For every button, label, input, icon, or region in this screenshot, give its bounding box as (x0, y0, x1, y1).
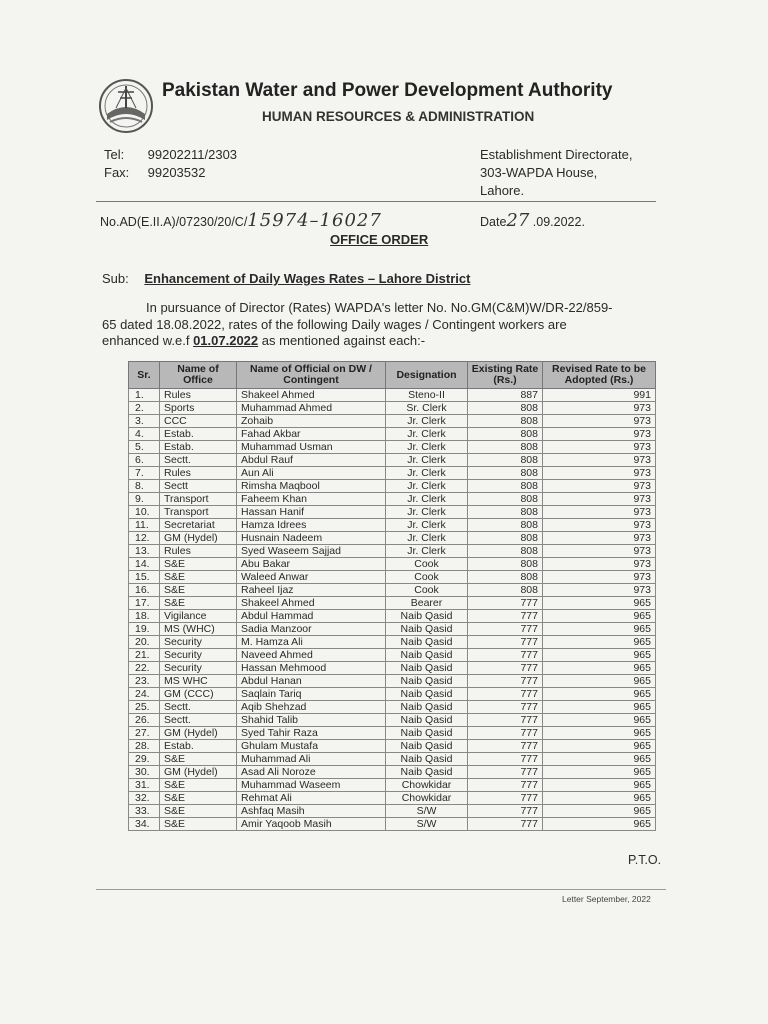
cell-official: Ghulam Mustafa (237, 740, 386, 753)
cell-sr: 11. (129, 519, 160, 532)
cell-office: Sports (160, 402, 237, 415)
header-official: Name of Official on DW / Contingent (237, 362, 386, 389)
cell-designation: Naib Qasid (386, 727, 468, 740)
cell-sr: 6. (129, 454, 160, 467)
table-row (129, 402, 656, 415)
cell-official: Amir Yaqoob Masih (237, 818, 386, 831)
cell-revised-rate: 965 (543, 623, 656, 636)
cell-designation: Naib Qasid (386, 753, 468, 766)
cell-official: Faheem Khan (237, 493, 386, 506)
cell-revised-rate: 991 (543, 389, 656, 402)
subject-line (102, 271, 470, 286)
cell-designation: Jr. Clerk (386, 454, 468, 467)
cell-existing-rate: 887 (468, 389, 543, 402)
cell-sr: 5. (129, 441, 160, 454)
cell-designation: Jr. Clerk (386, 428, 468, 441)
office-order-title: OFFICE ORDER (330, 232, 429, 247)
cell-designation: Jr. Clerk (386, 415, 468, 428)
cell-sr: 22. (129, 662, 160, 675)
table-row (129, 818, 656, 831)
table-row (129, 493, 656, 506)
cell-revised-rate: 965 (543, 662, 656, 675)
cell-existing-rate: 777 (468, 688, 543, 701)
cell-designation: Jr. Clerk (386, 532, 468, 545)
cell-designation: Jr. Clerk (386, 441, 468, 454)
cell-office: Estab. (160, 428, 237, 441)
reference-prefix: No.AD(E.II.A)/07230/20/C/ (100, 215, 248, 229)
table-row (129, 558, 656, 571)
cell-sr: 16. (129, 584, 160, 597)
cell-official: Rehmat Ali (237, 792, 386, 805)
cell-designation: Naib Qasid (386, 623, 468, 636)
table-row (129, 428, 656, 441)
cell-revised-rate: 965 (543, 792, 656, 805)
cell-office: GM (CCC) (160, 688, 237, 701)
cell-revised-rate: 973 (543, 415, 656, 428)
cell-designation: Cook (386, 558, 468, 571)
paragraph-text: as mentioned against each:- (258, 333, 426, 348)
pto-note: P.T.O. (628, 853, 662, 867)
cell-sr: 31. (129, 779, 160, 792)
cell-official: Sadia Manzoor (237, 623, 386, 636)
cell-existing-rate: 808 (468, 532, 543, 545)
cell-official: Fahad Akbar (237, 428, 386, 441)
cell-revised-rate: 965 (543, 766, 656, 779)
cell-sr: 23. (129, 675, 160, 688)
cell-sr: 2. (129, 402, 160, 415)
cell-existing-rate: 808 (468, 506, 543, 519)
cell-existing-rate: 777 (468, 597, 543, 610)
cell-sr: 13. (129, 545, 160, 558)
table-row (129, 675, 656, 688)
cell-revised-rate: 965 (543, 701, 656, 714)
address-line: Lahore. (480, 183, 525, 198)
contact-block (104, 146, 237, 182)
address-line: Establishment Directorate, (480, 147, 633, 162)
address-block (480, 146, 632, 200)
cell-office: MS WHC (160, 675, 237, 688)
cell-existing-rate: 808 (468, 454, 543, 467)
date-label: Date (480, 215, 507, 229)
cell-existing-rate: 808 (468, 428, 543, 441)
cell-revised-rate: 973 (543, 402, 656, 415)
cell-office: Sectt (160, 480, 237, 493)
table-row (129, 740, 656, 753)
cell-sr: 12. (129, 532, 160, 545)
cell-sr: 7. (129, 467, 160, 480)
cell-revised-rate: 973 (543, 506, 656, 519)
cell-sr: 27. (129, 727, 160, 740)
cell-office: Security (160, 662, 237, 675)
cell-official: Abdul Hammad (237, 610, 386, 623)
cell-official: Raheel Ijaz (237, 584, 386, 597)
cell-office: S&E (160, 792, 237, 805)
cell-office: S&E (160, 558, 237, 571)
cell-existing-rate: 808 (468, 584, 543, 597)
cell-official: Abdul Hanan (237, 675, 386, 688)
cell-existing-rate: 808 (468, 558, 543, 571)
cell-revised-rate: 965 (543, 649, 656, 662)
cell-designation: Steno-II (386, 389, 468, 402)
table-row (129, 480, 656, 493)
cell-official: Aun Ali (237, 467, 386, 480)
cell-designation: Naib Qasid (386, 701, 468, 714)
cell-official: Husnain Nadeem (237, 532, 386, 545)
table-row (129, 623, 656, 636)
header-office: Name of Office (160, 362, 237, 389)
cell-designation: Naib Qasid (386, 714, 468, 727)
cell-revised-rate: 965 (543, 779, 656, 792)
fax-label: Fax: (104, 165, 130, 180)
cell-sr: 28. (129, 740, 160, 753)
cell-revised-rate: 973 (543, 454, 656, 467)
cell-office: S&E (160, 805, 237, 818)
cell-existing-rate: 777 (468, 714, 543, 727)
cell-revised-rate: 965 (543, 688, 656, 701)
cell-existing-rate: 808 (468, 493, 543, 506)
table-row (129, 532, 656, 545)
cell-designation: Jr. Clerk (386, 480, 468, 493)
cell-sr: 32. (129, 792, 160, 805)
cell-sr: 4. (129, 428, 160, 441)
paragraph-line: In pursuance of Director (Rates) WAPDA's letter No. No.GM(C&M)W/DR-22/859- (146, 300, 613, 315)
cell-official: Waleed Anwar (237, 571, 386, 584)
cell-designation: Cook (386, 571, 468, 584)
cell-existing-rate: 777 (468, 753, 543, 766)
cell-office: Rules (160, 389, 237, 402)
cell-existing-rate: 777 (468, 610, 543, 623)
cell-sr: 14. (129, 558, 160, 571)
table-row (129, 636, 656, 649)
cell-office: MS (WHC) (160, 623, 237, 636)
cell-designation: Naib Qasid (386, 610, 468, 623)
table-row (129, 701, 656, 714)
cell-office: Security (160, 649, 237, 662)
header-divider (96, 201, 656, 202)
cell-sr: 26. (129, 714, 160, 727)
cell-designation: Naib Qasid (386, 740, 468, 753)
cell-revised-rate: 973 (543, 480, 656, 493)
cell-sr: 15. (129, 571, 160, 584)
cell-revised-rate: 965 (543, 740, 656, 753)
cell-existing-rate: 777 (468, 792, 543, 805)
cell-revised-rate: 965 (543, 610, 656, 623)
table-row (129, 727, 656, 740)
cell-office: GM (Hydel) (160, 727, 237, 740)
cell-designation: Chowkidar (386, 779, 468, 792)
cell-revised-rate: 965 (543, 805, 656, 818)
cell-office: Sectt. (160, 454, 237, 467)
cell-existing-rate: 777 (468, 779, 543, 792)
cell-sr: 17. (129, 597, 160, 610)
cell-existing-rate: 808 (468, 402, 543, 415)
cell-designation: Jr. Clerk (386, 506, 468, 519)
cell-sr: 3. (129, 415, 160, 428)
handwritten-date: 27 (506, 210, 530, 231)
table-row (129, 779, 656, 792)
cell-official: Shahid Talib (237, 714, 386, 727)
cell-sr: 33. (129, 805, 160, 818)
cell-official: Hassan Hanif (237, 506, 386, 519)
cell-existing-rate: 808 (468, 571, 543, 584)
table-row (129, 597, 656, 610)
cell-designation: Naib Qasid (386, 688, 468, 701)
paragraph-line (102, 333, 664, 350)
table-row (129, 662, 656, 675)
cell-designation: Jr. Clerk (386, 545, 468, 558)
cell-official: Hassan Mehmood (237, 662, 386, 675)
cell-official: M. Hamza Ali (237, 636, 386, 649)
cell-existing-rate: 808 (468, 545, 543, 558)
cell-revised-rate: 973 (543, 428, 656, 441)
table-row (129, 441, 656, 454)
cell-official: Naveed Ahmed (237, 649, 386, 662)
cell-designation: Naib Qasid (386, 675, 468, 688)
cell-designation: Naib Qasid (386, 766, 468, 779)
effective-date: 01.07.2022 (193, 333, 259, 348)
cell-office: Transport (160, 506, 237, 519)
footer-text: Letter September, 2022 (562, 894, 651, 904)
cell-revised-rate: 965 (543, 597, 656, 610)
cell-official: Abu Bakar (237, 558, 386, 571)
table-row (129, 649, 656, 662)
cell-office: Rules (160, 545, 237, 558)
cell-office: GM (Hydel) (160, 532, 237, 545)
wapda-logo-icon (98, 78, 154, 134)
cell-sr: 24. (129, 688, 160, 701)
cell-revised-rate: 965 (543, 753, 656, 766)
table-row (129, 714, 656, 727)
fax-line (104, 164, 237, 182)
organization-name: Pakistan Water and Power Development Authority (162, 80, 613, 101)
table-row (129, 506, 656, 519)
cell-existing-rate: 777 (468, 662, 543, 675)
header-revised-rate: Revised Rate to be Adopted (Rs.) (543, 362, 656, 389)
cell-official: Shakeel Ahmed (237, 597, 386, 610)
cell-official: Syed Tahir Raza (237, 727, 386, 740)
table-row (129, 519, 656, 532)
subject-text: Enhancement of Daily Wages Rates – Lahore District (144, 271, 471, 286)
cell-sr: 20. (129, 636, 160, 649)
table-row (129, 805, 656, 818)
cell-sr: 9. (129, 493, 160, 506)
cell-designation: Chowkidar (386, 792, 468, 805)
cell-official: Zohaib (237, 415, 386, 428)
cell-designation: S/W (386, 818, 468, 831)
table-row (129, 753, 656, 766)
order-date (480, 210, 585, 231)
cell-revised-rate: 973 (543, 558, 656, 571)
cell-designation: Naib Qasid (386, 662, 468, 675)
cell-office: CCC (160, 415, 237, 428)
header-designation: Designation (386, 362, 468, 389)
address-line: 303-WAPDA House, (480, 165, 598, 180)
cell-official: Asad Ali Noroze (237, 766, 386, 779)
cell-official: Syed Waseem Sajjad (237, 545, 386, 558)
table-header-row (129, 362, 656, 389)
cell-sr: 21. (129, 649, 160, 662)
department-name: HUMAN RESOURCES & ADMINISTRATION (262, 109, 535, 124)
cell-sr: 30. (129, 766, 160, 779)
paragraph-text: enhanced w.e.f (102, 333, 194, 348)
cell-sr: 8. (129, 480, 160, 493)
table-row (129, 792, 656, 805)
cell-revised-rate: 965 (543, 636, 656, 649)
cell-official: Muhammad Usman (237, 441, 386, 454)
cell-official: Ashfaq Masih (237, 805, 386, 818)
cell-office: Estab. (160, 740, 237, 753)
table-row (129, 454, 656, 467)
cell-official: Muhammad Waseem (237, 779, 386, 792)
date-rest: .09.2022. (532, 215, 585, 229)
cell-revised-rate: 965 (543, 727, 656, 740)
table-row (129, 571, 656, 584)
tel-label: Tel: (104, 147, 125, 162)
handwritten-reference: 15974–16027 (247, 210, 382, 231)
cell-official: Shakeel Ahmed (237, 389, 386, 402)
cell-sr: 18. (129, 610, 160, 623)
paragraph-line: 65 dated 18.08.2022, rates of the following Daily wages / Contingent workers are (102, 316, 567, 332)
cell-revised-rate: 973 (543, 467, 656, 480)
cell-revised-rate: 973 (543, 532, 656, 545)
cell-revised-rate: 965 (543, 714, 656, 727)
cell-sr: 29. (129, 753, 160, 766)
table-row (129, 610, 656, 623)
cell-revised-rate: 973 (543, 441, 656, 454)
header-sr: Sr. (129, 362, 160, 389)
cell-designation: Jr. Clerk (386, 493, 468, 506)
header-existing-rate: Existing Rate (Rs.) (468, 362, 543, 389)
tel-line (104, 146, 237, 164)
cell-office: Sectt. (160, 701, 237, 714)
cell-official: Abdul Rauf (237, 454, 386, 467)
cell-office: Transport (160, 493, 237, 506)
cell-designation: Jr. Clerk (386, 467, 468, 480)
cell-designation: Cook (386, 584, 468, 597)
table-row (129, 389, 656, 402)
footer-divider (96, 889, 666, 890)
cell-office: Sectt. (160, 714, 237, 727)
table-row (129, 766, 656, 779)
cell-revised-rate: 973 (543, 493, 656, 506)
cell-existing-rate: 777 (468, 649, 543, 662)
cell-sr: 10. (129, 506, 160, 519)
cell-official: Aqib Shehzad (237, 701, 386, 714)
table-row (129, 688, 656, 701)
fax-number: 99203532 (147, 165, 206, 180)
cell-revised-rate: 965 (543, 675, 656, 688)
cell-designation: Sr. Clerk (386, 402, 468, 415)
cell-sr: 34. (129, 818, 160, 831)
cell-revised-rate: 973 (543, 571, 656, 584)
cell-office: Security (160, 636, 237, 649)
cell-existing-rate: 808 (468, 467, 543, 480)
cell-existing-rate: 777 (468, 623, 543, 636)
cell-existing-rate: 777 (468, 766, 543, 779)
cell-existing-rate: 777 (468, 701, 543, 714)
cell-existing-rate: 777 (468, 740, 543, 753)
cell-designation: Bearer (386, 597, 468, 610)
cell-office: S&E (160, 584, 237, 597)
cell-revised-rate: 973 (543, 584, 656, 597)
cell-sr: 1. (129, 389, 160, 402)
cell-revised-rate: 965 (543, 818, 656, 831)
cell-official: Muhammad Ali (237, 753, 386, 766)
table-row (129, 545, 656, 558)
cell-designation: S/W (386, 805, 468, 818)
cell-office: Estab. (160, 441, 237, 454)
cell-existing-rate: 777 (468, 636, 543, 649)
subject-label: Sub: (102, 271, 129, 286)
cell-designation: Naib Qasid (386, 636, 468, 649)
cell-official: Rimsha Maqbool (237, 480, 386, 493)
cell-existing-rate: 808 (468, 519, 543, 532)
cell-designation: Naib Qasid (386, 649, 468, 662)
cell-official: Hamza Idrees (237, 519, 386, 532)
cell-official: Saqlain Tariq (237, 688, 386, 701)
cell-sr: 25. (129, 701, 160, 714)
reference-number (100, 210, 382, 231)
cell-office: Secretariat (160, 519, 237, 532)
cell-existing-rate: 777 (468, 818, 543, 831)
cell-office: S&E (160, 779, 237, 792)
cell-existing-rate: 808 (468, 415, 543, 428)
cell-official: Muhammad Ahmed (237, 402, 386, 415)
body-paragraph (102, 300, 664, 350)
cell-revised-rate: 973 (543, 519, 656, 532)
cell-office: S&E (160, 753, 237, 766)
table-row (129, 584, 656, 597)
cell-office: Vigilance (160, 610, 237, 623)
cell-sr: 19. (129, 623, 160, 636)
cell-office: Rules (160, 467, 237, 480)
cell-office: S&E (160, 571, 237, 584)
cell-existing-rate: 777 (468, 675, 543, 688)
cell-existing-rate: 777 (468, 727, 543, 740)
cell-designation: Jr. Clerk (386, 519, 468, 532)
table-row (129, 415, 656, 428)
cell-existing-rate: 808 (468, 441, 543, 454)
tel-number: 99202211/2303 (147, 147, 238, 162)
cell-existing-rate: 808 (468, 480, 543, 493)
cell-revised-rate: 973 (543, 545, 656, 558)
cell-office: S&E (160, 818, 237, 831)
cell-office: S&E (160, 597, 237, 610)
cell-existing-rate: 777 (468, 805, 543, 818)
cell-office: GM (Hydel) (160, 766, 237, 779)
table-row (129, 467, 656, 480)
table-body (129, 389, 656, 831)
wage-rates-table (128, 361, 656, 831)
